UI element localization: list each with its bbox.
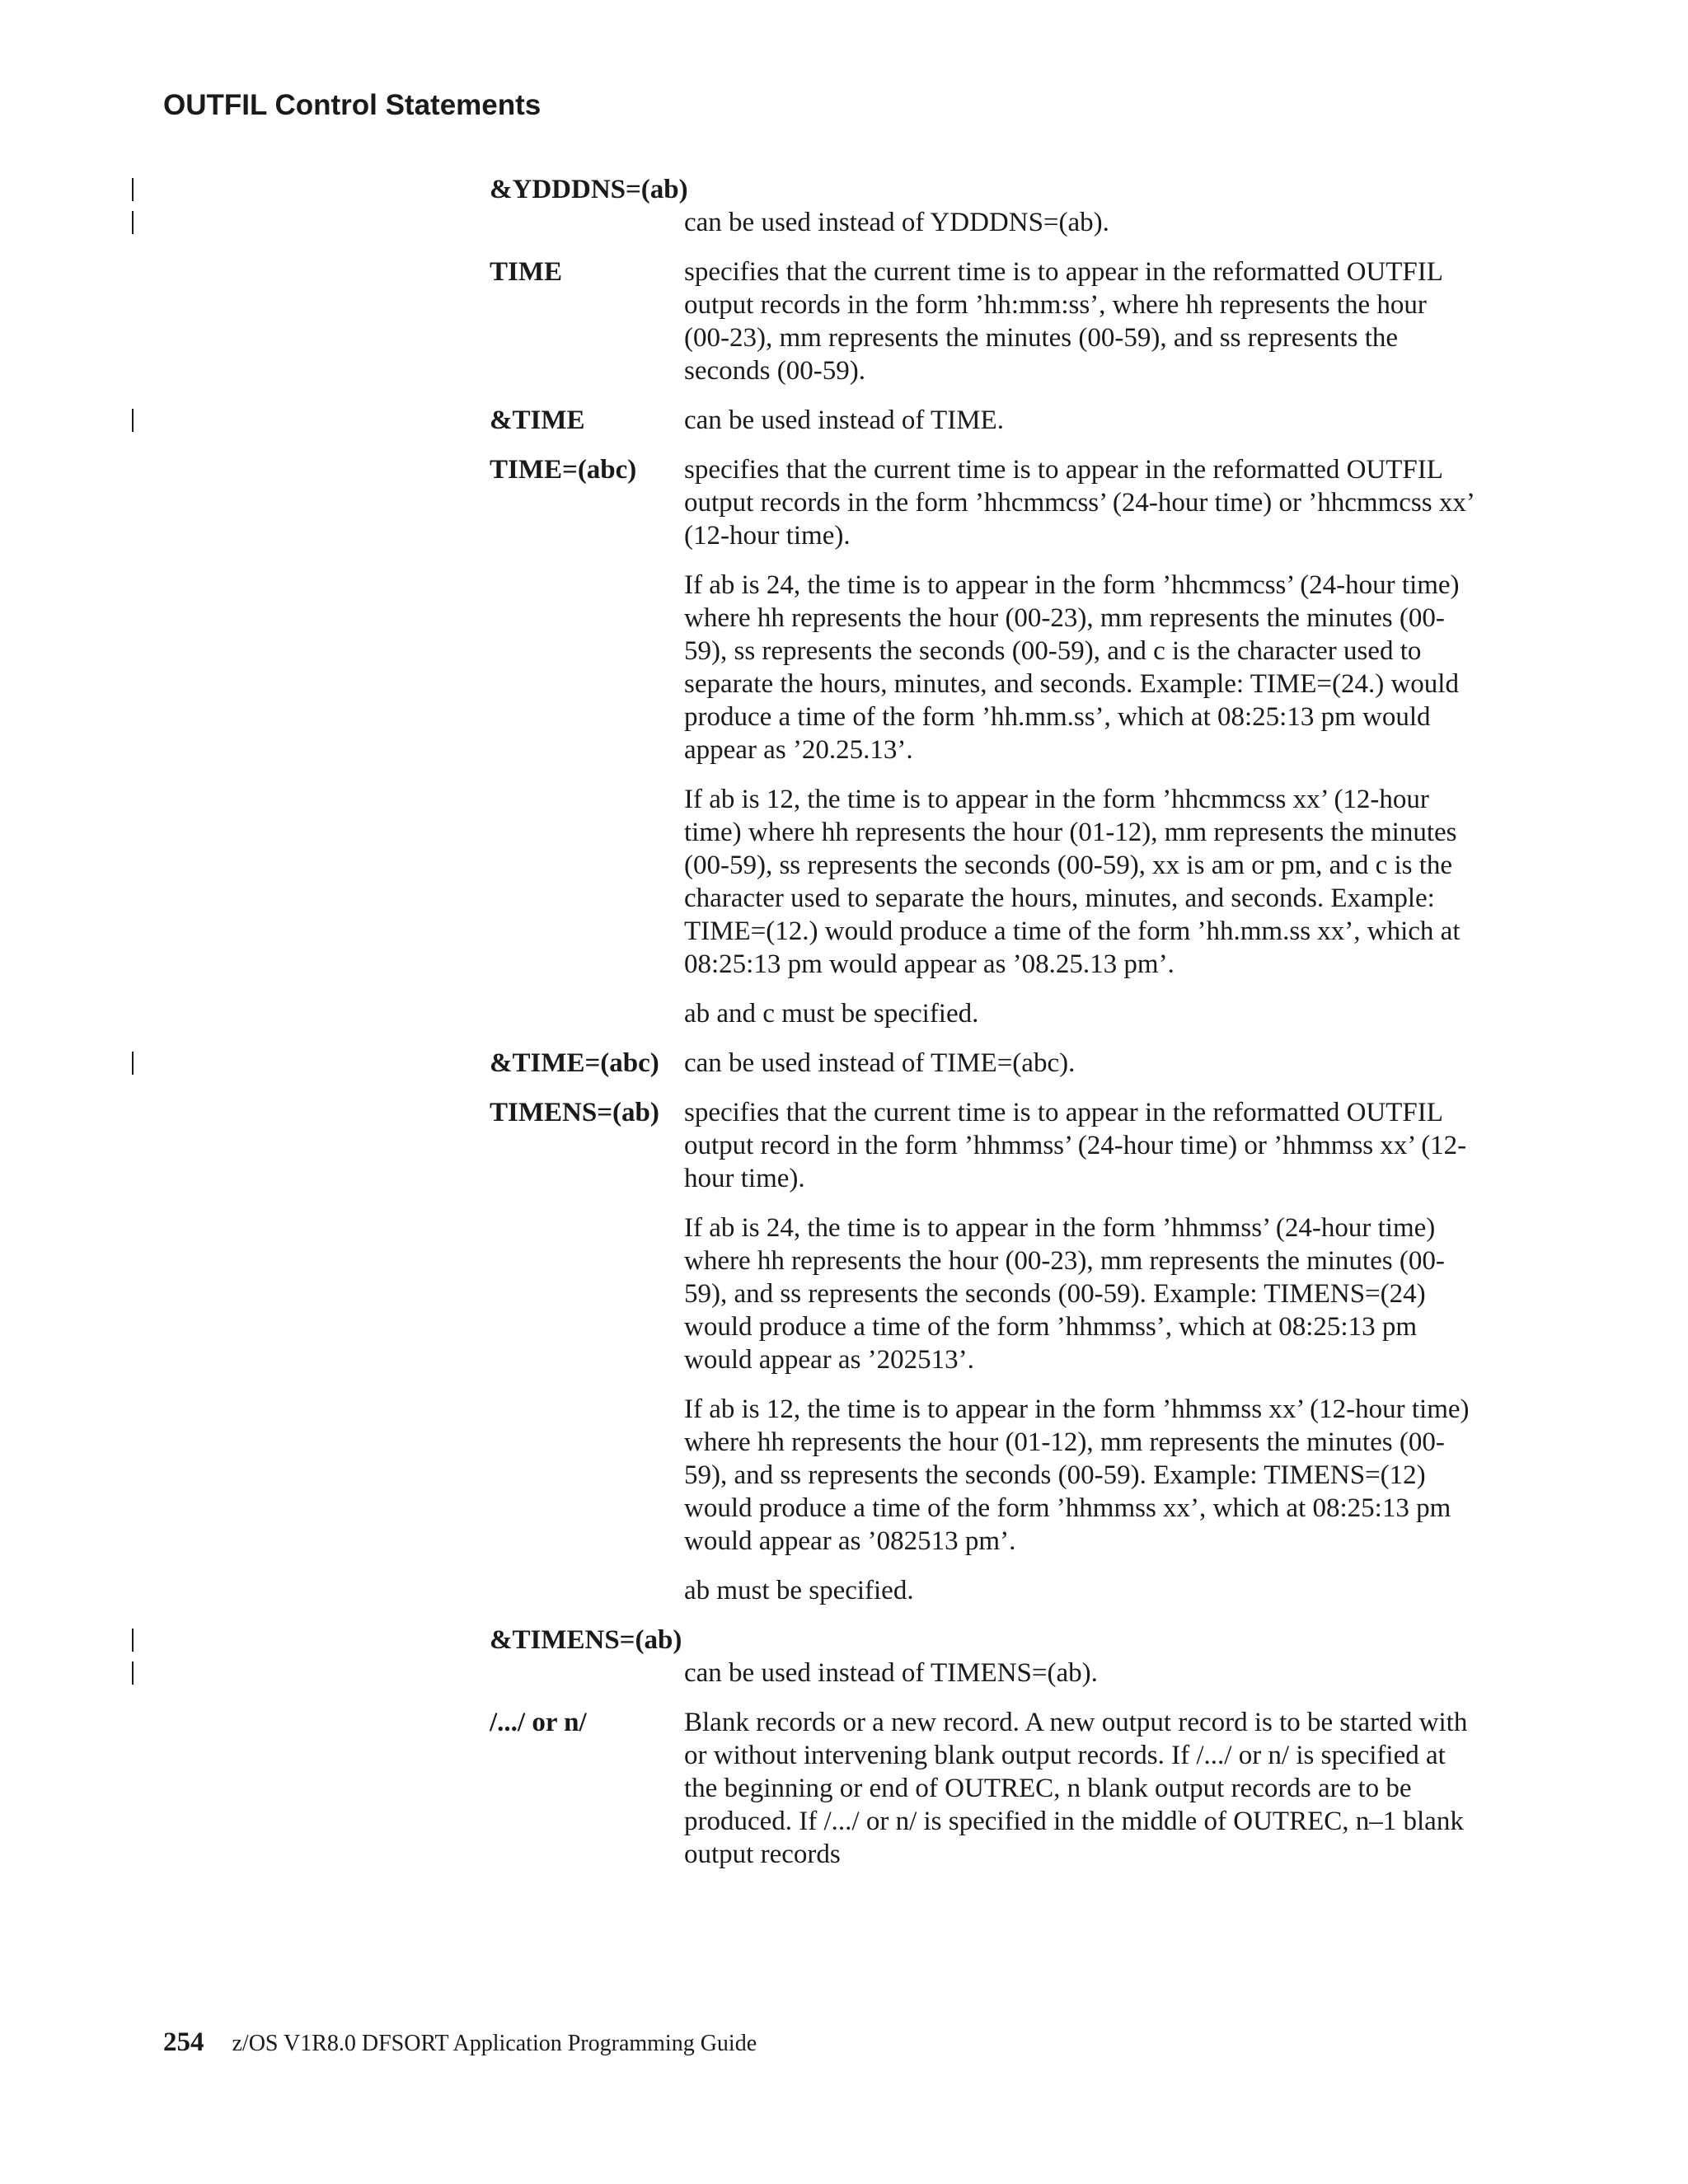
description-paragraph: ab must be specified.: [684, 1576, 914, 1605]
page-number: 254: [163, 2027, 204, 2057]
definition-list: [0, 173, 1688, 1887]
definition-entry: [0, 1624, 1688, 1690]
description-paragraph: specifies that the current time is to appear in the reformatted OUTFIL output record in the form ’hhmmss’ (24-hour time) or ’hhmmss xx’ (12-hour time).: [684, 1098, 1467, 1193]
definition-entry: [0, 173, 1688, 239]
description-paragraph: can be used instead of TIME.: [684, 405, 1004, 435]
definition-term: TIMENS=(ab): [490, 1098, 659, 1127]
definition-entry: [0, 1096, 1688, 1607]
definition-description: [684, 1624, 1475, 1690]
change-bar: [132, 178, 134, 201]
page-footer: [163, 2027, 757, 2058]
definition-entry: [0, 255, 1688, 387]
definition-entry: [0, 453, 1688, 1030]
definition-entry: [0, 404, 1688, 437]
definition-term: &TIME: [490, 405, 585, 435]
change-bar: [132, 1629, 134, 1652]
definition-description: [684, 1706, 1475, 1871]
change-bar: [132, 1661, 134, 1685]
definition-description: [684, 255, 1475, 387]
definition-entry: [0, 1706, 1688, 1871]
description-paragraph: can be used instead of YDDDNS=(ab).: [684, 208, 1109, 237]
definition-entry: [0, 1047, 1688, 1080]
definition-term: &TIME=(abc): [490, 1048, 659, 1078]
book-title: z/OS V1R8.0 DFSORT Application Programming Guide: [232, 2031, 757, 2056]
definition-term: /.../ or n/: [490, 1708, 587, 1737]
description-paragraph: ab and c must be specified.: [684, 999, 979, 1029]
definition-description: [684, 453, 1475, 1030]
description-paragraph: specifies that the current time is to appear in the reformatted OUTFIL output records in the form ’hh:mm:ss’, where hh represents the hour (00-23), mm represents the minutes (00-59), and ss represents the seconds (00-59).: [684, 257, 1442, 386]
definition-description: [684, 173, 1475, 239]
description-paragraph: can be used instead of TIME=(abc).: [684, 1048, 1076, 1078]
description-paragraph: Blank records or a new record. A new output record is to be started with or without intervening blank output records. If /.../ or n/ is specified at the beginning or end of OUTREC, n blank output records are to be produced. If /.../ or n/ is specified in the middle of OUTREC, n–1 blank output records: [684, 1708, 1468, 1869]
definition-description: [684, 1096, 1475, 1607]
description-paragraph: If ab is 12, the time is to appear in the form ’hhcmmcss xx’ (12-hour time) where hh represents the hour (01-12), mm represents the minutes (00-59), ss represents the seconds (00-59), xx is am or pm, and c is the character used to separate the hours, minutes, and seconds. Example: TIME=(12.) would produce a time of the form ’hh.mm.ss xx’, which at 08:25:13 pm would appear as ’08.25.13 pm’.: [684, 785, 1461, 979]
description-paragraph: If ab is 24, the time is to appear in the form ’hhmmss’ (24-hour time) where hh represents the hour (00-23), mm represents the minutes (00-59), and ss represents the seconds (00-59). Example: TIMENS=(24) would produce a time of the form ’hhmmss’, which at 08:25:13 pm would appear as ’202513’.: [684, 1213, 1445, 1375]
page-header: OUTFIL Control Statements: [163, 89, 542, 121]
description-paragraph: can be used instead of TIMENS=(ab).: [684, 1658, 1098, 1688]
change-bar: [132, 409, 134, 432]
definition-description: [684, 404, 1475, 437]
description-paragraph: If ab is 12, the time is to appear in the form ’hhmmss xx’ (12-hour time) where hh represents the hour (01-12), mm represents the minutes (00-59), and ss represents the seconds (00-59). Example: TIMENS=(12) would produce a time of the form ’hhmmss xx’, which at 08:25:13 pm would appear as ’082513 pm’.: [684, 1394, 1470, 1556]
definition-description: [684, 1047, 1475, 1080]
description-paragraph: If ab is 24, the time is to appear in the form ’hhcmmcss’ (24-hour time) where hh represents the hour (00-23), mm represents the minutes (00-59), ss represents the seconds (00-59), and c is the character used to separate the hours, minutes, and seconds. Example: TIME=(24.) would produce a time of the form ’hh.mm.ss’, which at 08:25:13 pm would appear as ’20.25.13’.: [684, 570, 1460, 765]
change-bar: [132, 211, 134, 234]
definition-term: TIME=(abc): [490, 455, 637, 485]
definition-term: &TIMENS=(ab): [490, 1625, 682, 1655]
definition-term: TIME: [490, 257, 563, 287]
description-paragraph: specifies that the current time is to appear in the reformatted OUTFIL output records in the form ’hhcmmcss’ (24-hour time) or ’hhcmmcss xx’ (12-hour time).: [684, 455, 1474, 551]
definition-term: &YDDDNS=(ab): [490, 175, 688, 204]
change-bar: [132, 1052, 134, 1075]
